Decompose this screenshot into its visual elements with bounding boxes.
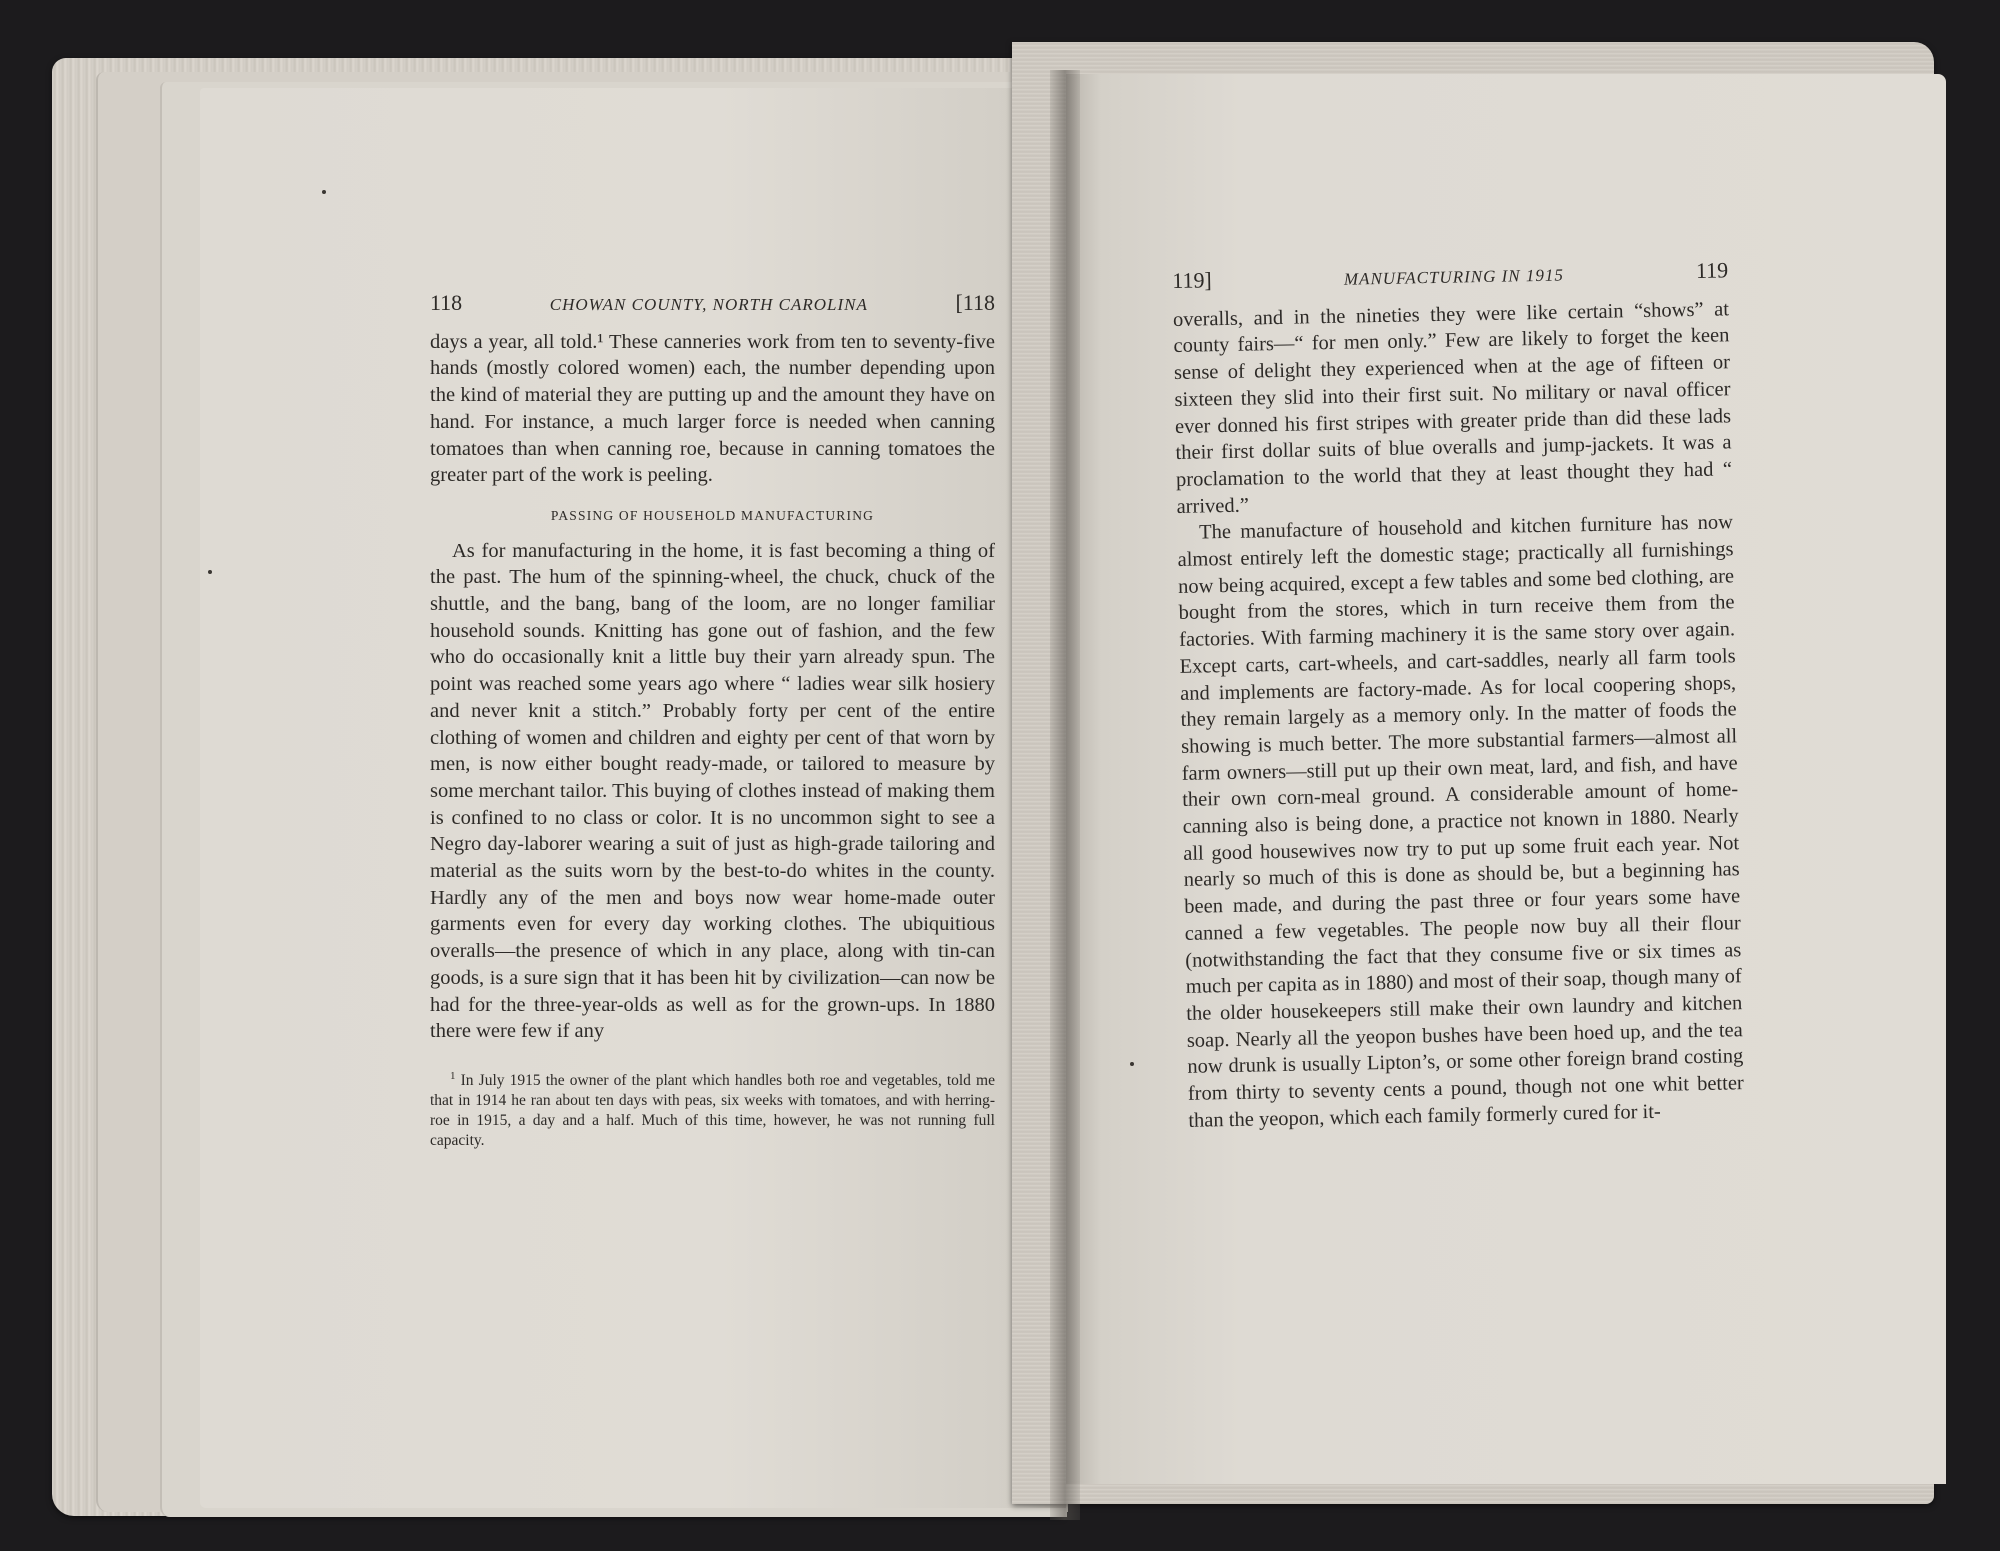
left-page-header <box>430 290 995 319</box>
section-heading: PASSING OF HOUSEHOLD MANUFACTURING <box>550 507 875 523</box>
left-paragraph-1: days a year, all told.¹ These canneries work from ten to seventy-five hands (mostly colored women) each, the number depending upon the kind of material they are putting up and the amount they have on hand. For instance, a much larger force is needed when canning tomatoes than when canning roe, because in canning tomatoes the greater part of the work is peeling. <box>430 330 995 487</box>
right-paragraph-2: The manufacture of household and kitchen furniture has now almost entirely left the domestic stage; practically all furnishings now being acquired, except a few tables and some bed clothing, are bought from the stores, which in turn receive them from the factories. With farming machinery it is the same story over again. Except carts, cart-wheels, and cart-saddles, nearly all farm tools and implements are factory-made. As for local coopering shops, they remain largely as a memory only. In the matter of foods the showing is much better. The more substantial farmers—almost all farm owners—still put up their own meat, lard, and fish, and have their own corn-meal ground. A considerable amount of home-canning also is being done, a practice not known in 1880. Nearly all good housewives now try to put up some fruit each year. Not nearly so much of this is done as should be, but a beginning has been made, and during the past three or four years some have canned a few vegetables. The people now buy all their flour (notwithstanding the fact that they consume five or six times as much per capita as in 1880) and most of their soap, though many of the older housekeepers still make their own laundry and kitchen soap. Nearly all the yeopon bushes have been hoed up, and the tea now drunk is usually Lipton’s, or some other foreign brand costing from thirty to seventy cents a pound, though not one whit better than the yeopon, which each family formerly cured for it- <box>1177 511 1744 1132</box>
right-running-title: MANUFACTURING IN 1915 <box>1343 265 1565 289</box>
paper-speck <box>208 570 212 574</box>
left-paragraph-2: As for manufacturing in the home, it is fast becoming a thing of the past. The hum of the spinning-wheel, the chuck, chuck of the shuttle, and the bang, bang of the loom, are no longer familiar household sounds. Knitting has gone out of fashion, and the few who do occasionally knit a little buy their yarn already spun. The point was reached some years ago where “ ladies wear silk hosiery and never knit a stitch.” Probably forty per cent of the entire clothing of women and children and eighty per cent of that worn by men, is now either bought ready-made, or tailored to measure by some merchant tailor. This buying of clothes instead of making them is confined to no class or color. It is no uncommon sight to see a Negro day-laborer wearing a suit of just as high-grade tailoring and material as the suits worn by the best-to-do whites in the county. Hardly any of the men and boys now wear home-made outer garments even for every day working clothes. The ubiquitious overalls—the presence of which in any place, along with tin-can goods, is a sure sign that it has been hit by civilization—can now be had for the three-year-olds as well as for the grown-ups. In 1880 there were few if any <box>430 539 995 1043</box>
footnote-mark: 1 <box>450 1069 456 1082</box>
footnote-text: In July 1915 the owner of the plant which handles both roe and vegetables, told me that in 1914 he ran about ten days with peas, six weeks with tomatoes, and with herring-roe in 1915, a day and a half. Much of this time, however, he was not running full capacity. <box>430 1071 995 1149</box>
right-bracket-number: 119] <box>1172 267 1212 293</box>
right-page-text <box>1172 257 1745 1134</box>
paper-speck <box>322 190 326 194</box>
left-running-title: CHOWAN COUNTY, NORTH CAROLINA <box>549 295 868 314</box>
left-page-number: 118 <box>430 290 463 315</box>
footnote <box>430 1071 995 1151</box>
left-page-text <box>430 290 995 1151</box>
right-paragraph-1: overalls, and in the nineties they were like certain “shows” at county fairs—“ for men only.” Few are likely to forget the keen sense of delight they experienced when at the age of fifteen or sixteen they slid into their first suit. No military or naval officer ever donned his first stripes with greater pride than did these lads their first dollar suits of blue overalls and jump-jackets. It was a proclamation to the world that they at least thought they had “ arrived.” <box>1172 298 1733 518</box>
book-gutter <box>1050 70 1080 1520</box>
left-bracket-number: [118 <box>955 290 995 315</box>
right-page-number: 119 <box>1695 257 1729 283</box>
paper-speck <box>1130 1062 1134 1066</box>
